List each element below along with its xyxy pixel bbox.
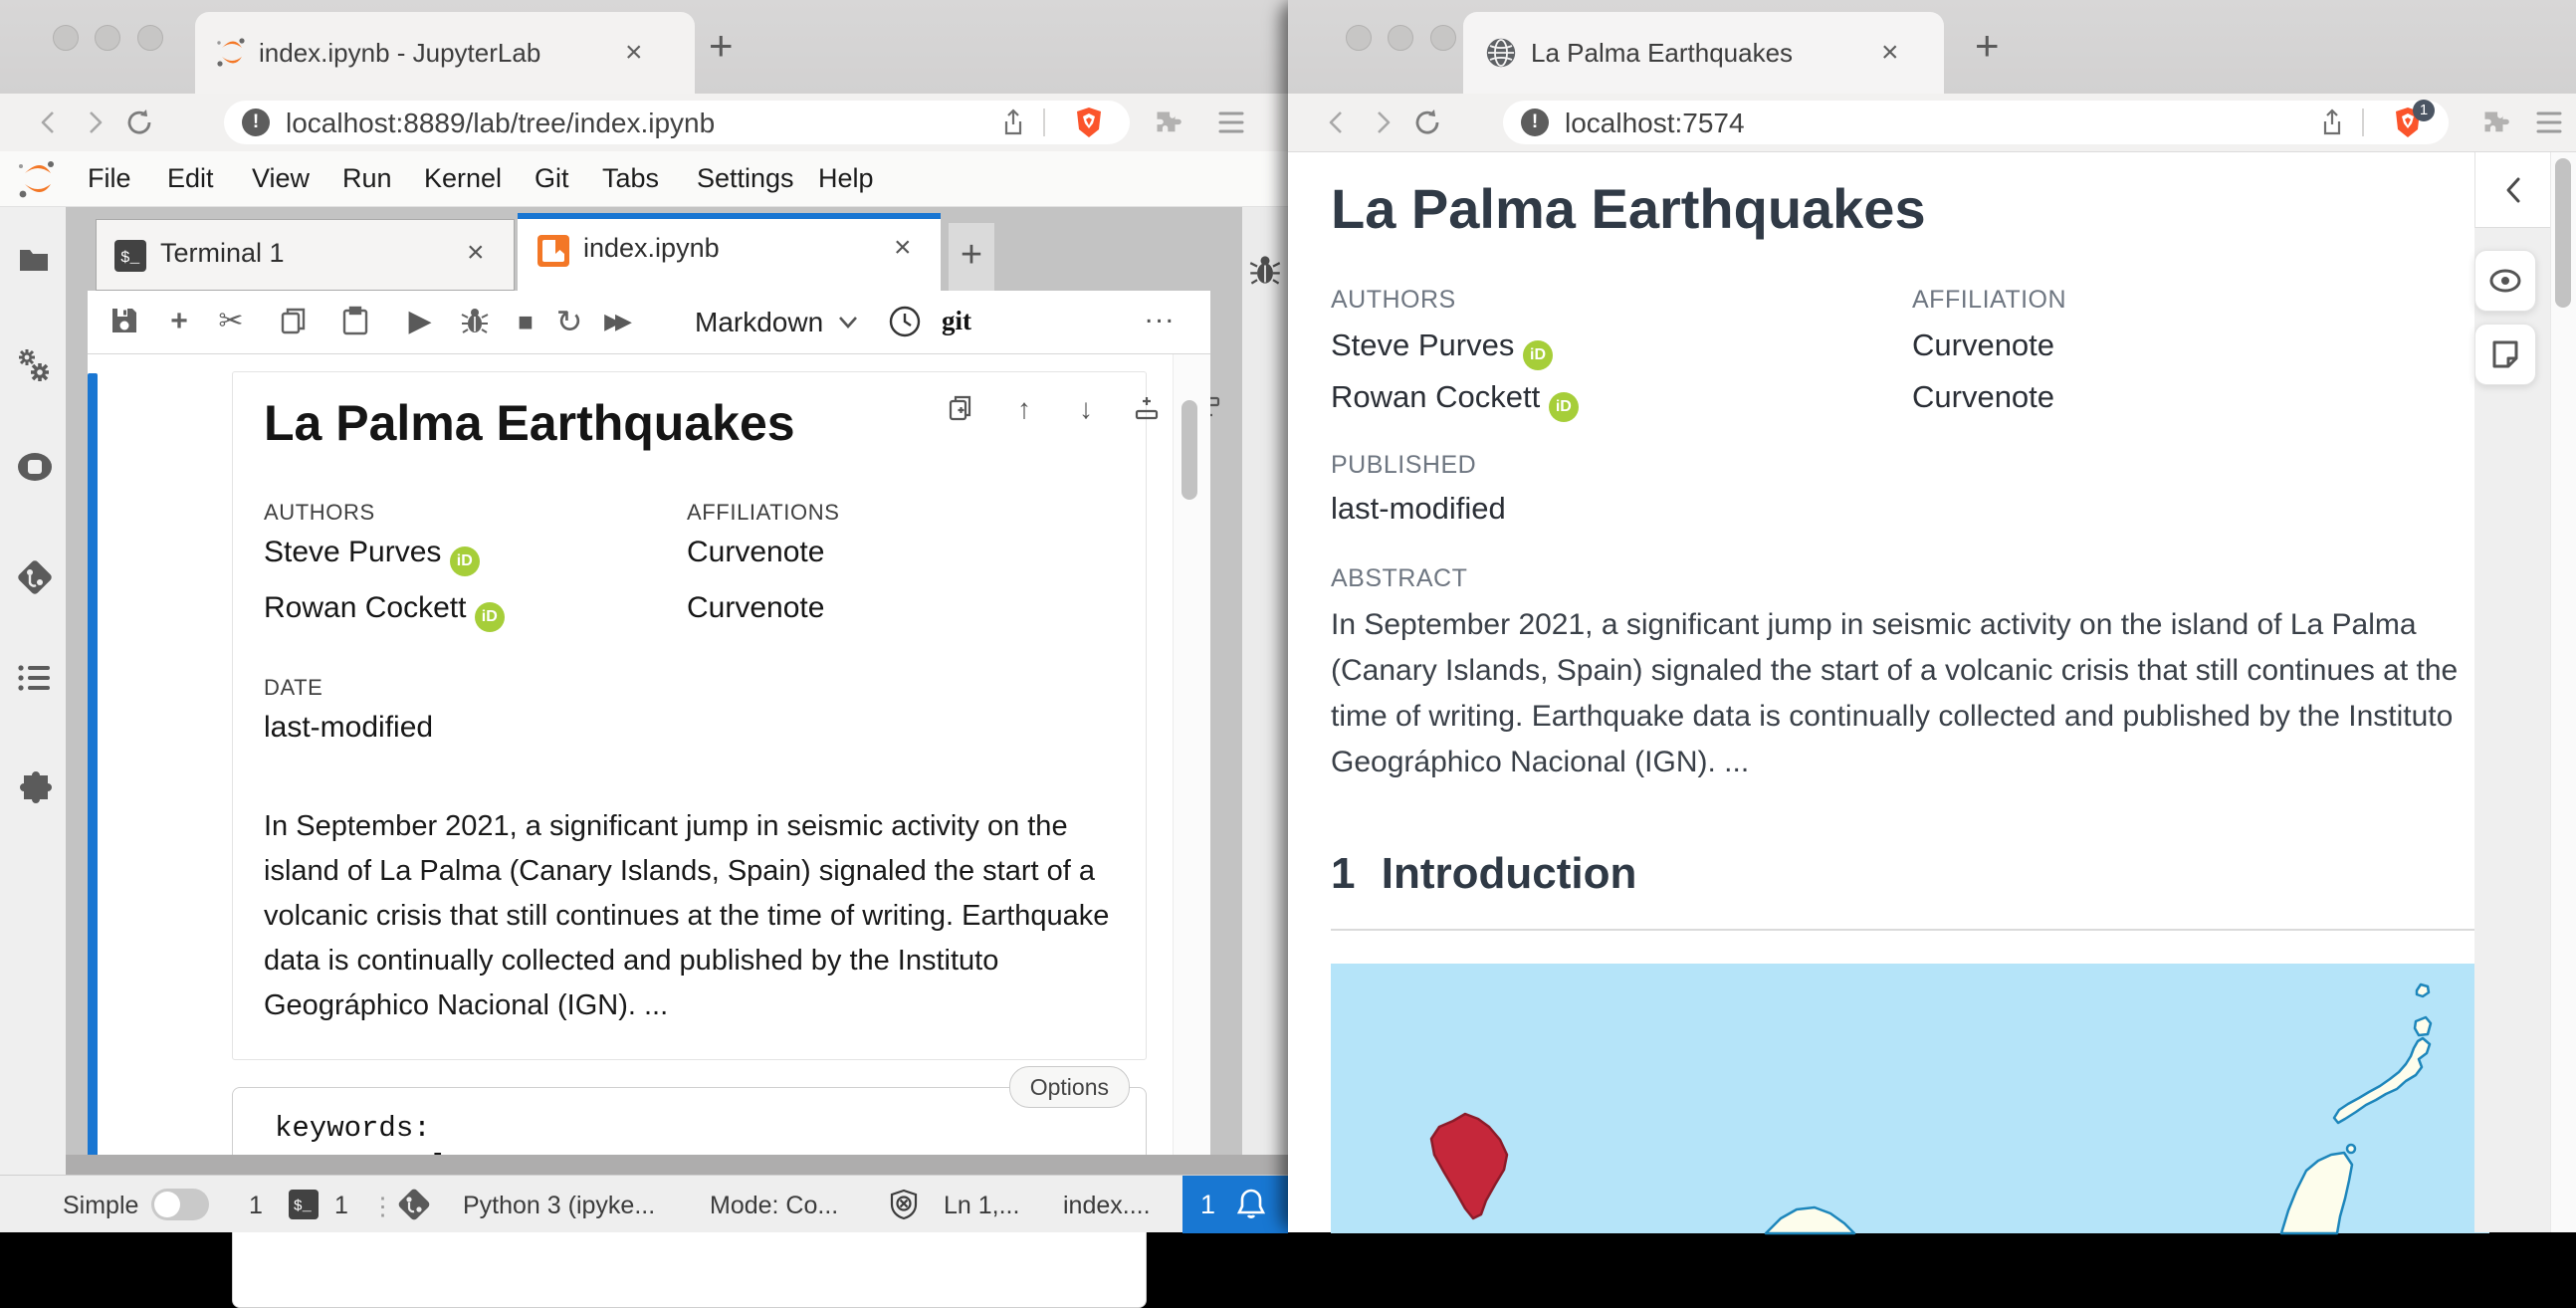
brave-shield-icon[interactable] bbox=[1072, 106, 1106, 139]
running-kernels-icon[interactable] bbox=[17, 452, 51, 486]
section-title: Introduction bbox=[1381, 849, 1637, 898]
svg-text:$_: $_ bbox=[293, 1198, 312, 1215]
left-browser-window bbox=[0, 0, 1288, 1232]
new-tab-button[interactable]: + bbox=[709, 22, 734, 69]
back-icon[interactable] bbox=[1322, 108, 1352, 137]
options-label: Options bbox=[1029, 1074, 1109, 1100]
chevron-down-icon bbox=[836, 315, 860, 330]
git-branch-status-icon[interactable] bbox=[396, 1187, 432, 1222]
close-tab-icon[interactable]: × bbox=[625, 36, 643, 69]
new-tab-button[interactable]: + bbox=[1975, 22, 2000, 69]
cut-cells-icon[interactable]: ✂ bbox=[218, 305, 244, 337]
browser-menu-icon[interactable] bbox=[1216, 109, 1246, 136]
browser-tab-lapalma[interactable] bbox=[1463, 12, 1944, 94]
shield-badge: 1 bbox=[2413, 100, 2435, 121]
stop-kernel-icon[interactable]: ■ bbox=[518, 307, 534, 336]
address-bar[interactable] bbox=[224, 101, 1130, 144]
globe-favicon-icon bbox=[1485, 37, 1517, 69]
paste-cells-icon[interactable] bbox=[340, 306, 372, 337]
rendered-page bbox=[1288, 151, 2576, 1232]
left-browser-toolbar bbox=[0, 94, 1288, 151]
dock-tab-label: index.ipynb bbox=[583, 233, 720, 263]
chevron-left-icon bbox=[2508, 179, 2518, 201]
simple-mode-toggle[interactable] bbox=[151, 1189, 209, 1220]
filename-status: index.... bbox=[1063, 1192, 1151, 1219]
menu-kernel[interactable]: Kernel bbox=[424, 163, 503, 193]
plus-icon: + bbox=[960, 234, 983, 276]
right-window-titlebar bbox=[1288, 0, 2576, 94]
extension-manager-icon[interactable] bbox=[17, 769, 51, 803]
notebook-panel bbox=[88, 291, 1210, 1155]
terminal-count: 1 bbox=[334, 1192, 348, 1219]
duplicate-cell-icon[interactable] bbox=[948, 394, 977, 424]
git-toolbar-label[interactable]: git bbox=[942, 306, 971, 335]
notebook-icon bbox=[537, 235, 569, 267]
date-value: last-modified bbox=[264, 711, 434, 744]
cell-options-tag[interactable] bbox=[1009, 1066, 1130, 1108]
terminal-status-icon bbox=[289, 1190, 319, 1219]
url-text: localhost:7574 bbox=[1565, 108, 1745, 138]
horizontal-scrollbar-track[interactable] bbox=[66, 1155, 1288, 1175]
menu-help[interactable]: Help bbox=[818, 163, 874, 193]
published-value: last-modified bbox=[1331, 491, 1506, 526]
published-label: PUBLISHED bbox=[1331, 451, 1477, 479]
visibility-eye-button[interactable] bbox=[2474, 250, 2536, 312]
author-affiliation: Curvenote bbox=[1912, 379, 2055, 414]
notebook-toolbar bbox=[88, 291, 1210, 354]
debugger-sidebar-bug-icon[interactable] bbox=[1248, 253, 1282, 287]
jupyterlab-body bbox=[0, 207, 1288, 1175]
author-affiliation: Curvenote bbox=[687, 536, 825, 568]
author-name-text[interactable]: Steve Purves bbox=[1331, 327, 1515, 362]
scrollbar-thumb[interactable] bbox=[1181, 400, 1197, 500]
close-tab-icon[interactable]: × bbox=[467, 236, 485, 269]
run-cell-icon[interactable]: ▶ bbox=[408, 305, 432, 337]
site-info-icon[interactable]: ! bbox=[1521, 109, 1549, 136]
author-name-text[interactable]: Rowan Cockett bbox=[1331, 379, 1541, 414]
line-col-status[interactable]: Ln 1,... bbox=[944, 1192, 1020, 1219]
kernel-count: 1 bbox=[249, 1192, 263, 1219]
menu-file[interactable]: File bbox=[88, 163, 131, 193]
scrollbar-thumb[interactable] bbox=[2555, 158, 2571, 308]
close-tab-icon[interactable]: × bbox=[1881, 36, 1899, 69]
author-affiliation: Curvenote bbox=[1912, 327, 2055, 362]
section-divider bbox=[1331, 929, 2489, 931]
file-browser-icon[interactable] bbox=[17, 243, 51, 277]
authors-label: AUTHORS bbox=[1331, 286, 1456, 314]
reload-icon[interactable] bbox=[1411, 107, 1443, 138]
more-commands-icon[interactable]: ... bbox=[1145, 297, 1177, 329]
note-icon bbox=[2489, 338, 2521, 370]
add-cell-icon[interactable]: + bbox=[170, 305, 188, 337]
right-sidebar-strip bbox=[1242, 207, 1288, 1155]
url-text: localhost:8889/lab/tree/index.ipynb bbox=[286, 108, 716, 138]
share-icon[interactable] bbox=[2317, 109, 2347, 138]
move-cell-up-icon[interactable]: ↑ bbox=[1017, 393, 1031, 424]
restart-kernel-icon[interactable]: ↻ bbox=[555, 304, 583, 339]
insert-cell-above-icon[interactable] bbox=[1133, 394, 1163, 424]
dock-tab-notebook[interactable] bbox=[518, 213, 941, 291]
close-tab-icon[interactable]: × bbox=[894, 231, 912, 264]
toggle-knob bbox=[154, 1192, 180, 1217]
reload-icon[interactable] bbox=[123, 107, 155, 138]
right-browser-toolbar bbox=[1288, 94, 2576, 151]
save-icon[interactable] bbox=[109, 306, 141, 337]
notebook-scrollbar[interactable] bbox=[1173, 354, 1210, 1155]
cell-type-dropdown[interactable] bbox=[695, 307, 823, 338]
git-sidebar-icon[interactable] bbox=[17, 559, 51, 593]
cell-type-value: Markdown bbox=[695, 307, 824, 337]
orcid-icon[interactable]: iD bbox=[1549, 392, 1579, 422]
jupyter-favicon-icon bbox=[215, 36, 249, 70]
map-island-lobos bbox=[2347, 1145, 2355, 1153]
author-name bbox=[264, 536, 480, 576]
eye-icon bbox=[2487, 266, 2523, 296]
menu-settings[interactable]: Settings bbox=[697, 163, 794, 193]
menu-tabs[interactable]: Tabs bbox=[602, 163, 660, 193]
close-window-button[interactable] bbox=[1346, 25, 1372, 51]
back-icon[interactable] bbox=[34, 108, 64, 137]
notification-count: 1 bbox=[1200, 1190, 1216, 1219]
trust-shield-icon bbox=[888, 1189, 920, 1220]
notebook-abstract-paragraph: In September 2021, a significant jump in seismic activity on the island of La Palma (Canary Islands, Spain) signaled the start of a volcanic crisis that still continues at the time of writing. Earthquake data is continually collected and published by the Instituto Geográphico Nacional (IGN). ... bbox=[264, 810, 1110, 1021]
right-browser-window bbox=[1288, 0, 2576, 1232]
debugger-bug-icon[interactable] bbox=[460, 306, 492, 337]
orcid-icon[interactable]: iD bbox=[1523, 340, 1553, 370]
code-line: keywords: bbox=[275, 1112, 431, 1145]
simple-mode-label: Simple bbox=[63, 1192, 139, 1219]
author-name bbox=[1331, 379, 1579, 422]
orcid-icon[interactable]: iD bbox=[475, 602, 505, 632]
orcid-icon[interactable]: iD bbox=[450, 546, 480, 576]
section-number: 1 bbox=[1331, 849, 1356, 898]
page-right-rail bbox=[2474, 152, 2550, 1232]
table-of-contents-icon[interactable] bbox=[17, 663, 51, 697]
notebook-title: La Palma Earthquakes bbox=[264, 395, 795, 451]
notifications-badge[interactable] bbox=[1182, 1176, 1288, 1233]
annotation-note-button[interactable] bbox=[2474, 324, 2536, 385]
author-name bbox=[1331, 327, 1553, 370]
copy-cells-icon[interactable] bbox=[279, 306, 311, 337]
dock-tab-terminal[interactable] bbox=[96, 219, 515, 291]
left-window-titlebar bbox=[0, 0, 1288, 94]
author-name-text: Steve Purves bbox=[264, 536, 442, 568]
menu-edit[interactable]: Edit bbox=[167, 163, 214, 193]
zoom-window-button[interactable] bbox=[1430, 25, 1456, 51]
terminal-icon bbox=[114, 240, 146, 272]
extensions-puzzle-icon[interactable] bbox=[2480, 108, 2510, 137]
history-clock-icon[interactable] bbox=[888, 305, 922, 338]
bell-icon bbox=[1234, 1187, 1268, 1222]
address-bar[interactable] bbox=[1503, 101, 2449, 144]
section-heading bbox=[1331, 849, 1636, 899]
jupyterlab-activity-bar bbox=[0, 207, 66, 1175]
dock-tab-label: Terminal 1 bbox=[160, 238, 285, 268]
site-info-icon[interactable]: ! bbox=[242, 109, 270, 136]
forward-icon[interactable] bbox=[80, 108, 109, 137]
share-icon[interactable] bbox=[998, 109, 1028, 138]
map-island-alegranza bbox=[2417, 984, 2429, 996]
jupyterlab-statusbar bbox=[0, 1175, 1288, 1232]
authors-label: AUTHORS bbox=[264, 500, 375, 525]
minimize-window-button[interactable] bbox=[95, 25, 120, 51]
menu-view[interactable]: View bbox=[252, 163, 311, 193]
affiliation-label: AFFILIATION bbox=[1912, 286, 2067, 314]
brave-shield-icon[interactable] bbox=[2391, 102, 2429, 139]
divider bbox=[2362, 109, 2364, 136]
svg-text:$_: $_ bbox=[120, 249, 140, 267]
zoom-window-button[interactable] bbox=[137, 25, 163, 51]
active-cell-indicator bbox=[88, 373, 98, 1170]
page-scrollbar[interactable] bbox=[2550, 152, 2576, 1232]
menu-git[interactable]: Git bbox=[535, 163, 569, 193]
divider: ⋮ bbox=[370, 1193, 395, 1220]
collapse-panel-button[interactable] bbox=[2474, 152, 2550, 228]
affiliations-label: AFFILIATIONS bbox=[687, 500, 840, 525]
author-name-text: Rowan Cockett bbox=[264, 591, 467, 624]
abstract-label: ABSTRACT bbox=[1331, 564, 1468, 592]
divider bbox=[1043, 109, 1045, 136]
canary-islands-map-figure bbox=[1331, 964, 2489, 1233]
extensions-puzzle-icon[interactable] bbox=[1153, 108, 1182, 137]
browser-tab-title: La Palma Earthquakes bbox=[1531, 38, 1794, 68]
abstract-paragraph: In September 2021, a significant jump in seismic activity on the island of La Palma (Canary Islands, Spain) signaled the start of a volcanic crisis that still continues at the time of writing. Earthquake data is continually collected and published by the Instituto Geográphico Nacional (IGN). ... bbox=[1331, 608, 2459, 778]
move-cell-down-icon[interactable]: ↓ bbox=[1079, 393, 1093, 424]
mode-status: Mode: Co... bbox=[710, 1192, 839, 1219]
author-name bbox=[264, 591, 505, 632]
forward-icon[interactable] bbox=[1368, 108, 1397, 137]
jupyterlab-menubar bbox=[0, 151, 1288, 207]
author-affiliation: Curvenote bbox=[687, 591, 825, 624]
date-label: DATE bbox=[264, 675, 323, 700]
menu-run[interactable]: Run bbox=[342, 163, 392, 193]
jupyter-logo-icon bbox=[16, 157, 60, 201]
browser-tab-jupyterlab[interactable] bbox=[195, 12, 695, 94]
kernel-status[interactable]: Python 3 (ipyke... bbox=[463, 1192, 656, 1219]
page-title: La Palma Earthquakes bbox=[1331, 177, 1926, 240]
new-dock-tab-button[interactable] bbox=[949, 223, 994, 291]
close-window-button[interactable] bbox=[53, 25, 79, 51]
notebook-content[interactable] bbox=[88, 354, 1173, 1155]
run-all-icon[interactable]: ▶▶ bbox=[604, 309, 626, 333]
browser-menu-icon[interactable] bbox=[2534, 109, 2564, 136]
property-inspector-gears-icon[interactable] bbox=[17, 348, 51, 382]
minimize-window-button[interactable] bbox=[1388, 25, 1413, 51]
map-island-la-graciosa bbox=[2415, 1017, 2431, 1035]
browser-tab-title: index.ipynb - JupyterLab bbox=[259, 38, 541, 68]
